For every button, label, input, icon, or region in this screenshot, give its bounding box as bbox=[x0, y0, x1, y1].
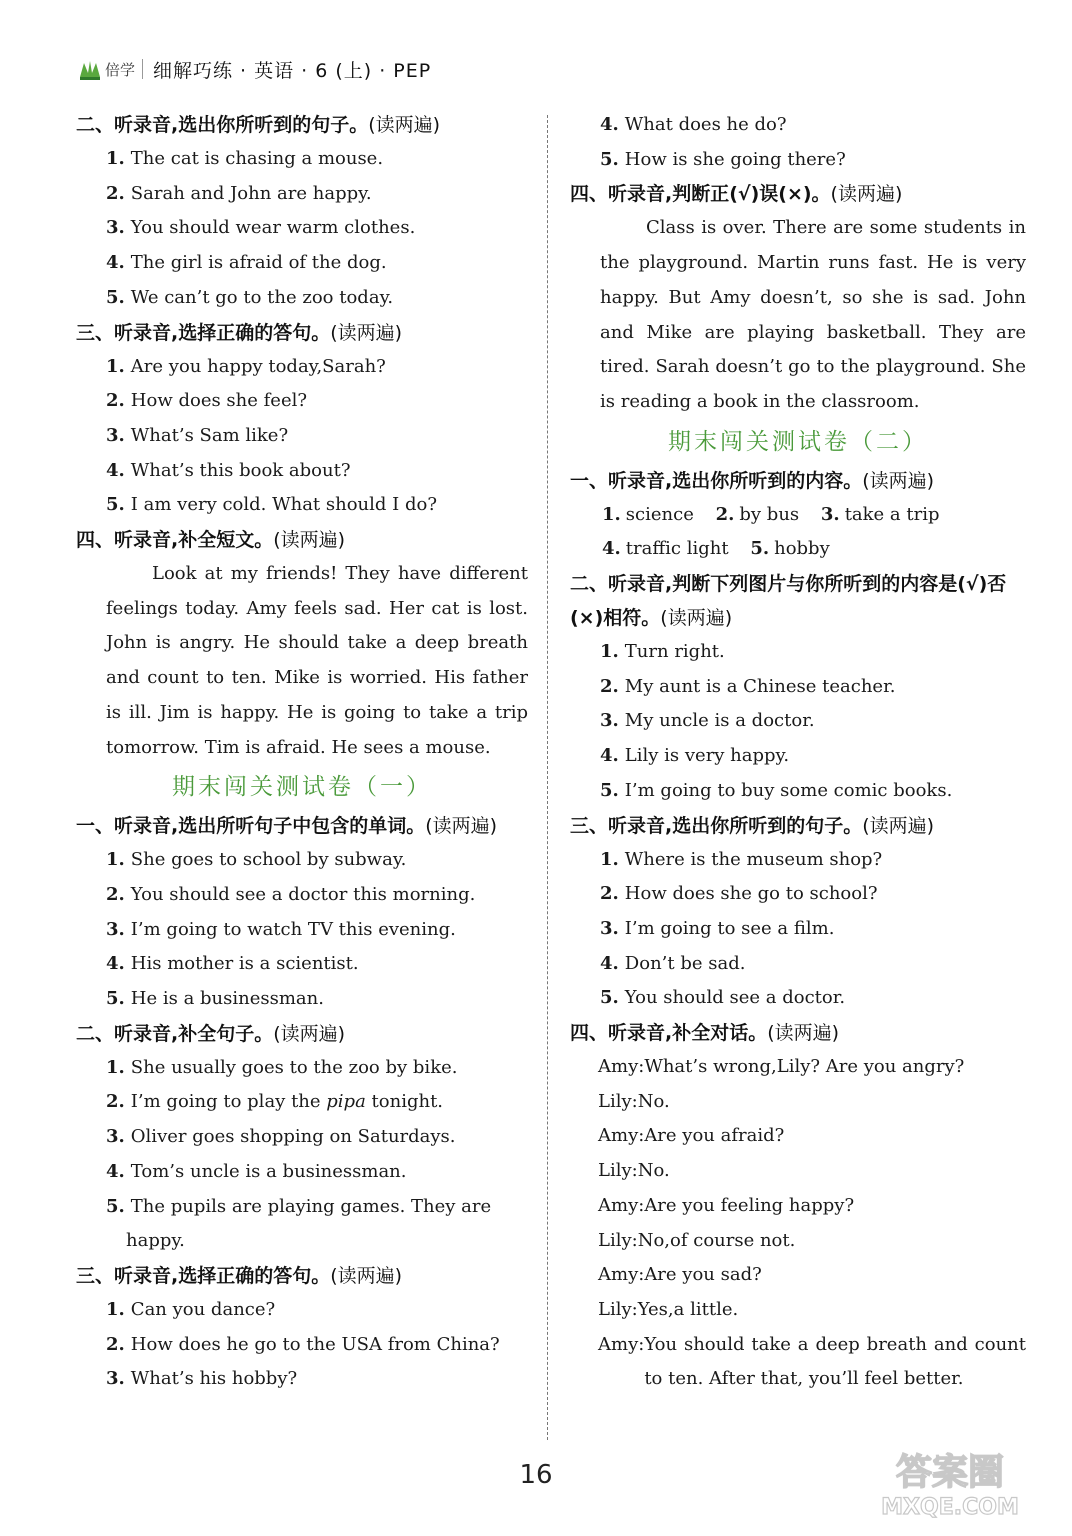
left-column bbox=[76, 108, 528, 1397]
svg-text:答案圈: 答案圈 bbox=[895, 1452, 1005, 1493]
list-item: 3. I’m going to see a film. bbox=[600, 917, 835, 939]
test-title: 期末闯关测试卷（二） bbox=[668, 428, 928, 455]
dialogue-line: Lily: No. bbox=[598, 1090, 670, 1112]
dialogue-line: Amy: You should take a deep breath and count to ten. After that, you’ll feel better. bbox=[598, 1333, 1026, 1390]
list-item: 1. She goes to school by subway. bbox=[106, 849, 407, 871]
header-title: 细解巧练 · 英语 · 6 (上) · PEP bbox=[153, 59, 432, 82]
page-header bbox=[78, 54, 431, 84]
section-heading: 一、听录音,选出你所听到的内容。(读两遍) bbox=[570, 469, 935, 492]
dialogue-line: Amy: What’s wrong,Lily? Are you angry? bbox=[598, 1056, 965, 1078]
dialogue-line: Lily: Yes,a little. bbox=[598, 1298, 739, 1320]
list-item: 5. How is she going there? bbox=[600, 148, 846, 170]
list-item: 3. I’m going to watch TV this evening. bbox=[106, 918, 456, 940]
section-heading: 四、听录音,补全对话。(读两遍) bbox=[570, 1022, 840, 1045]
section-heading: 四、听录音,补全短文。(读两遍) bbox=[76, 529, 346, 552]
list-item: 2. How does she go to school? bbox=[600, 883, 878, 905]
word-row: 4. traffic light 5. hobby bbox=[602, 538, 830, 560]
column-divider bbox=[547, 115, 548, 1440]
list-item: 4. Tom’s uncle is a businessman. bbox=[106, 1160, 407, 1182]
section-heading: 四、听录音,判断正(√)误(×)。(读两遍) bbox=[570, 183, 903, 206]
list-item: 4. Lily is very happy. bbox=[600, 745, 790, 767]
right-column bbox=[570, 108, 1026, 1397]
list-item: 3. You should wear warm clothes. bbox=[106, 217, 416, 239]
section-heading: 三、听录音,选出你所听到的句子。(读两遍) bbox=[570, 814, 935, 837]
dialogue-line: Amy: Are you feeling happy? bbox=[598, 1194, 855, 1216]
dialogue-line: Amy: Are you sad? bbox=[598, 1264, 762, 1286]
passage-text: Look at my friends! They have different feelings today. Amy feels sad. Her cat is lost. John is angry. He should take a deep breath and count to ten. Mike is worried. His father is ill. Jim is happy. He is going to take a trip tomorrow. Tim is afraid. He sees a mouse. bbox=[106, 563, 528, 758]
list-item: 3. What’s Sam like? bbox=[106, 424, 289, 446]
logo-text: 倍学 bbox=[105, 60, 136, 79]
list-item: 3. My uncle is a doctor. bbox=[600, 710, 815, 732]
book-leaf-icon bbox=[78, 57, 102, 81]
list-item: 1. Can you dance? bbox=[106, 1298, 276, 1320]
list-item: 4. What does he do? bbox=[600, 114, 787, 135]
section-heading: 三、听录音,选择正确的答句。(读两遍) bbox=[76, 1264, 403, 1287]
dialogue-line: Amy: Are you afraid? bbox=[598, 1125, 785, 1147]
list-item: 1. The cat is chasing a mouse. bbox=[106, 148, 384, 169]
section-heading: 二、听录音,补全句子。(读两遍) bbox=[76, 1022, 346, 1045]
section-heading: 三、听录音,选择正确的答句。(读两遍) bbox=[76, 321, 403, 344]
passage-text: Class is over. There are some students in the playground. Martin runs fast. He is very happy. But Amy doesn’t, so she is sad. John and Mike are playing basketball. They are tired. Sarah doesn’t go to the playground. She is reading a book in the classroom. bbox=[600, 217, 1026, 412]
list-item: 5. I am very cold. What should I do? bbox=[106, 494, 437, 516]
list-item: 5. You should see a doctor. bbox=[600, 987, 846, 1009]
list-item: 2. You should see a doctor this morning. bbox=[106, 883, 476, 905]
test-title: 期末闯关测试卷（一） bbox=[172, 774, 432, 801]
header-separator bbox=[142, 59, 143, 79]
word-row: 1. science 2. by bus 3. take a trip bbox=[602, 503, 940, 525]
list-item: 2. My aunt is a Chinese teacher. bbox=[600, 675, 896, 697]
section-heading: 二、听录音,选出你所听到的句子。(读两遍) bbox=[76, 114, 441, 136]
dialogue-line: Lily: No,of course not. bbox=[598, 1229, 796, 1251]
list-item: 5. The pupils are playing games. They are happy. bbox=[106, 1195, 492, 1252]
section-heading: 一、听录音,选出所听句子中包含的单词。(读两遍) bbox=[76, 815, 498, 838]
page-number: 16 bbox=[519, 1460, 553, 1490]
list-item: 4. What’s this book about? bbox=[106, 459, 351, 481]
list-item: 5. He is a businessman. bbox=[106, 988, 324, 1010]
list-item: 5. I’m going to buy some comic books. bbox=[600, 779, 953, 801]
list-item: 4. His mother is a scientist. bbox=[106, 953, 359, 975]
list-item: 2. I’m going to play the pipa tonight. bbox=[106, 1091, 444, 1113]
list-item: 3. Oliver goes shopping on Saturdays. bbox=[106, 1126, 456, 1148]
list-item: 1. She usually goes to the zoo by bike. bbox=[106, 1056, 458, 1078]
publisher-logo bbox=[78, 54, 136, 84]
watermark-logo bbox=[850, 1442, 1050, 1522]
list-item: 5. We can’t go to the zoo today. bbox=[106, 286, 394, 308]
italic-word: pipa bbox=[326, 1091, 366, 1113]
list-item: 2. How does she feel? bbox=[106, 390, 308, 412]
list-item: 1. Turn right. bbox=[600, 641, 725, 663]
list-item: 1. Are you happy today,Sarah? bbox=[106, 355, 386, 377]
svg-text:MXQE.COM: MXQE.COM bbox=[881, 1495, 1019, 1520]
list-item: 2. Sarah and John are happy. bbox=[106, 182, 372, 204]
section-heading: 二、听录音,判断下列图片与你所听到的内容是(√)否(×)相符。(读两遍) bbox=[570, 573, 1007, 630]
list-item: 4. Don’t be sad. bbox=[600, 952, 746, 974]
dialogue-line: Lily: No. bbox=[598, 1160, 670, 1182]
list-item: 1. Where is the museum shop? bbox=[600, 848, 883, 870]
list-item: 3. What’s his hobby? bbox=[106, 1368, 298, 1390]
list-item: 4. The girl is afraid of the dog. bbox=[106, 252, 387, 274]
list-item: 2. How does he go to the USA from China? bbox=[106, 1333, 500, 1355]
